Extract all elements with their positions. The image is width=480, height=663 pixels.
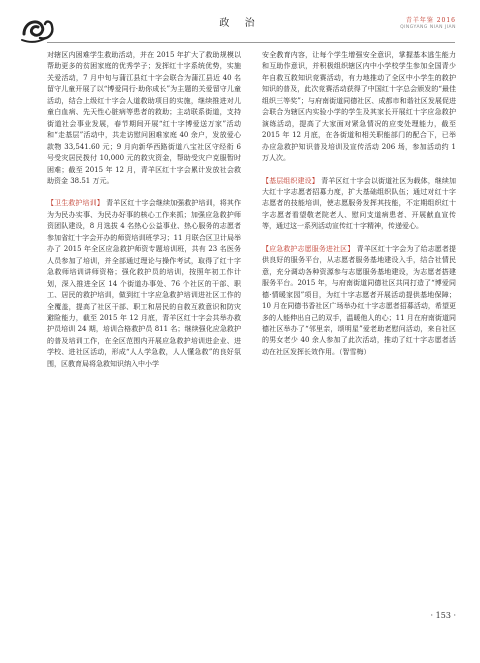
right-paragraph-1: 安全教育内容，让每个学生增强安全意识，掌握基本逃生能力和互助作意识，并积极组织辖区内中小学校学生参加全国青少年自救互救知识竞赛活动，有力地推动了全区中小学生的救护知识的普及，此次竞赛活动获得了中国红十字总会颁发的“最佳组织三等奖”；与府南街道同德社区、成都市和谐社区发展促进会联合为辖区内实验小学的学生及其家长开展红十字应急救护演练活动，提高了大家面对紧急情况的应变处理能力，截至 2015 年 12 月底，在各街道和相关职能部门的配合下，已举办应急救护知识普及培训及宣传活动 206 场，参加活动约 1 万人次。 xyxy=(262,51,456,163)
section-body: 青羊区红十字会以街道社区为载体，继续加大红十字志愿者招募力度，扩大基础组织队伍；通过对红十字志愿者的技能培训，使志愿服务发挥其技能，不定期组织红十字志愿者看望敬老院老人、慰问支道病患者、开展献血宣传等，通过这一系列活动宣传红十字精神，传递爱心。 xyxy=(262,176,456,231)
left-column xyxy=(47,50,241,370)
header-rule xyxy=(47,42,455,43)
left-section-rescue-training xyxy=(47,198,241,370)
section-body: 青羊区红十字会继续加强救护培训，将其作为为民办实事、为民办好事的核心工作来抓；加强应急救护师资团队建设，8 月选拔 4 名热心公益事业、热心服务的志愿者参加省红十字会开办的师资培训班学习；11 月联合区卫计局举办了 2015 年全区应急救护师资专题培训班，共有 23 名医务人员参加了培训，并全部通过理论与操作考试，取得了红十字急救师培训讲师资格；强化救护员的培训，按照年初工作计划，深入推进全区 14 个街道办事处、76 个社区的干部、职工、居民的救护培训，做到红十字应急救护培训进社区工作的全覆盖，提高了社区干部、职工和居民的自救互救意识和防灾避险能力，截至 2015 年 12 月底，青羊区红十字会共举办救护员培训 24 期，培训合格救护员 811 名；继续强化应急救护的普及培训工作，在全区范围内开展应急救护培训进企业、进学校、进社区活动，形成“人人学急救，人人懂急救”的良好氛围，区教育局将急救知识纳入中小学 xyxy=(47,199,241,368)
section-heading: 【基层组织建设】 xyxy=(262,176,319,185)
section-body: 青羊区红十字会为了给志愿者提供良好的服务平台，从志愿者服务基地建设入手，结合社情民意，充分调动各种资源参与志愿服务基地建设，为志愿者搭建服务平台。2015 年，与府南街道同德社区共同打造了“博爱同德·情暖家园”项目，为红十字志愿者开展活动提供基地保障；10 月在同德书香社区广场举办红十字志愿者招募活动，希望更多的人能伸出自己的双手，温暖他人的心；11 月在府南街道同德社区举办了“邻里亲，颂明星”爱老助老慰问活动，来自社区的男女老少 40 余人参加了此次活动，推动了红十字志愿者活动在社区发挥长效作用。（智雪梅） xyxy=(262,244,457,356)
left-paragraph-1: 对辖区内困难学生救助活动，并在 2015 年扩大了救助规模以帮助更多的贫困家庭的优秀学子；发挥红十字系统优势，实施关爱活动，7 月中旬与蒲江县红十字会联合为蒲江县近 40 名留守儿童开展了以“博爱同行·助你成长”为主题的关爱留守儿童活动，结合上级红十字会人道救助项目的实施，继续推进对儿童白血病、先天性心脏病等患者的救助；主动联系街道，支持街道社会事业发展，春节期间开展“红十字博爱送万家”活动和“走基层”活动中，共走访慰问困难家庭 40 余户，发放爱心款物 33,541.60 元；9 月向新华西路街道八宝社区守经衔 6 号受灾居民拨付 10,000 元的救灾资金，帮助受灾户克服暂时困难；截至 2015 年 12 月，青羊区红十字会累计发放社会救助资金 38.51 万元。 xyxy=(47,51,241,185)
magazine-label xyxy=(400,15,456,30)
right-section-volunteer xyxy=(262,244,456,359)
magazine-cn: 青羊年鉴 2016 xyxy=(405,17,456,24)
section-heading: 【应急救护志愿服务进社区】 xyxy=(262,244,355,253)
magazine-en: QINGYANG NIAN JIAN xyxy=(400,25,456,30)
page-number: · 153 · xyxy=(430,611,456,620)
section-heading: 【卫生救护培训】 xyxy=(47,199,104,208)
right-column xyxy=(262,50,456,358)
right-section-grassroots xyxy=(262,176,456,233)
section-title: 政 治 xyxy=(219,18,261,29)
